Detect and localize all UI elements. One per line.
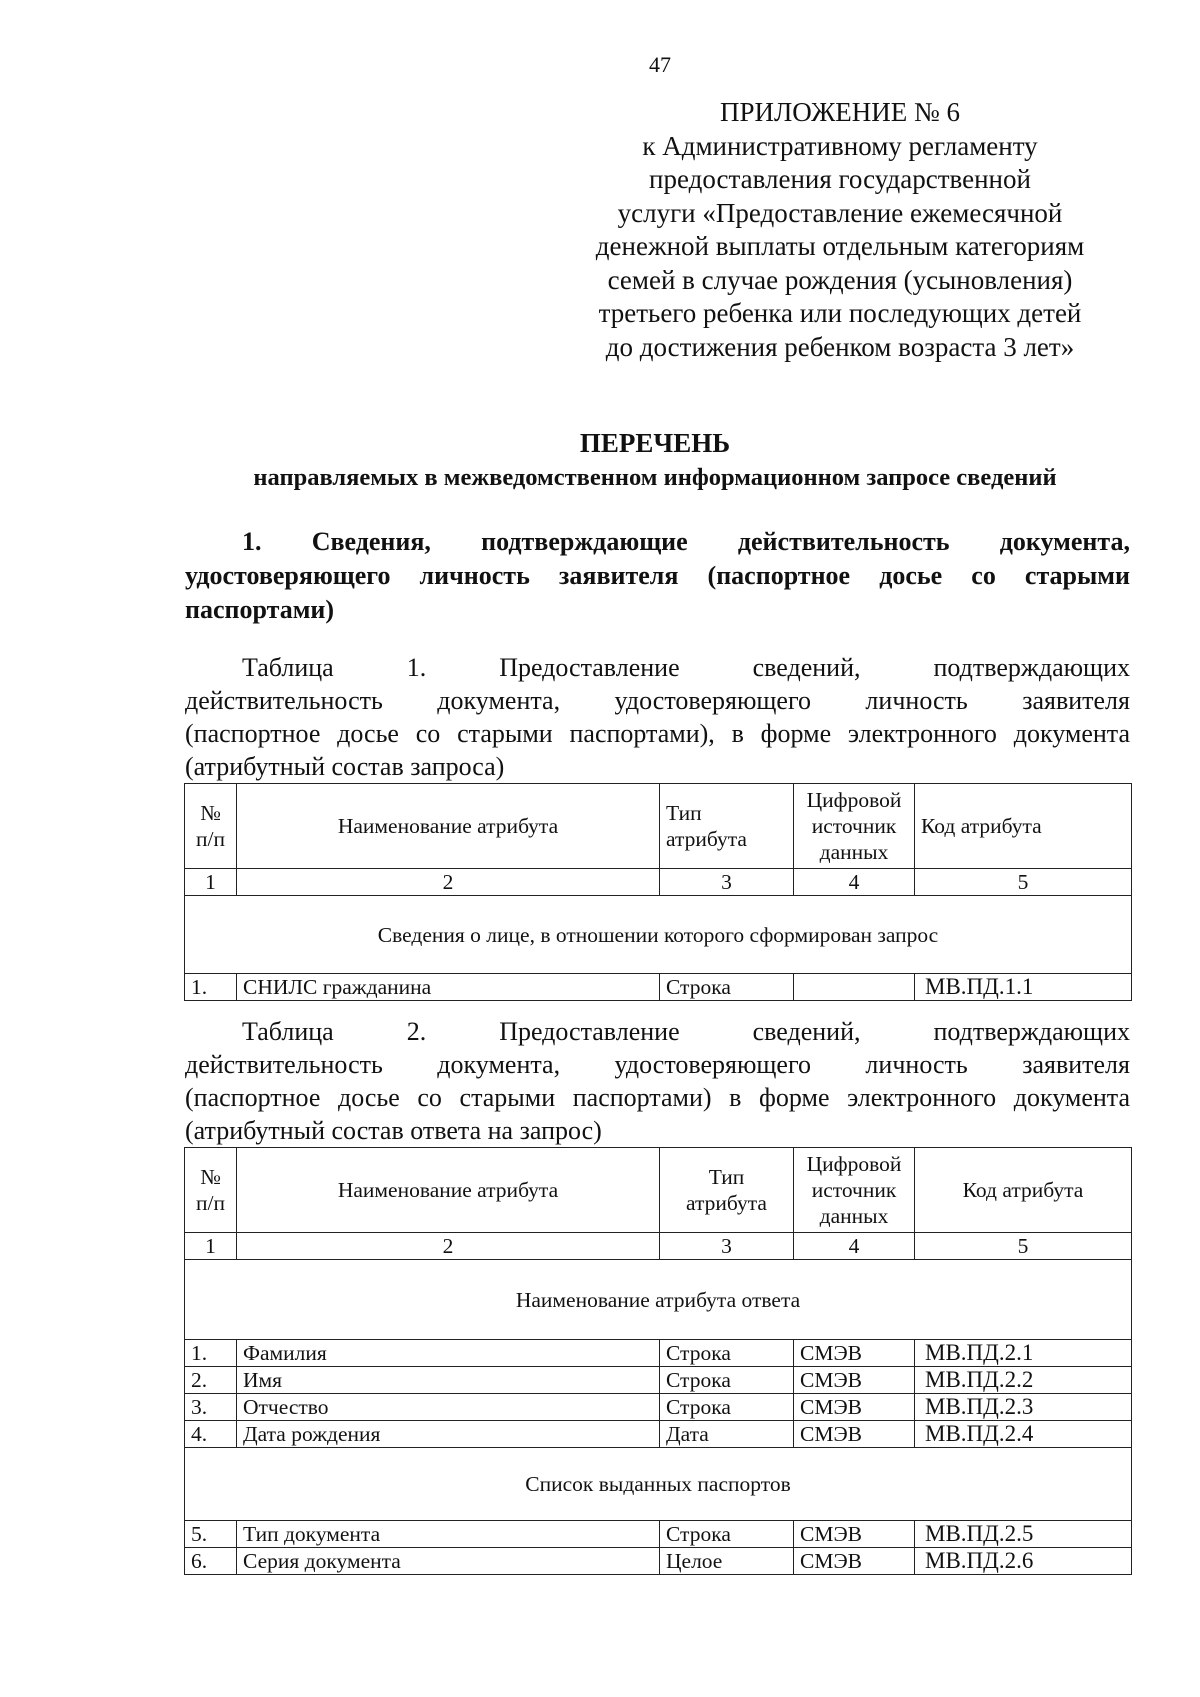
header-cell: Цифровой источник данных <box>794 784 915 869</box>
attribute-name: Фамилия <box>237 1340 660 1367</box>
column-number: 3 <box>660 1233 794 1260</box>
attribute-name: Отчество <box>237 1394 660 1421</box>
caption-line: действительность документа, удостоверяющего личность заявителя <box>185 1050 1130 1079</box>
attribute-type: Строка <box>660 1340 794 1367</box>
section-1-line: 1. Сведения, подтверждающие действительность документа, <box>242 527 1130 556</box>
appendix-line: услуги «Предоставление ежемесячной <box>617 197 1063 228</box>
section-1-line: удостоверяющего личность заявителя (паспортное досье со старыми <box>185 561 1130 590</box>
data-source: СМЭВ <box>794 1394 915 1421</box>
caption-line: действительность документа, удостоверяющего личность заявителя <box>185 686 1130 715</box>
attribute-code: МВ.ПД.2.6 <box>915 1548 1132 1575</box>
column-number: 1 <box>185 869 237 896</box>
header-cell: Код атрибута <box>915 1148 1132 1233</box>
table-2-caption <box>185 1015 1130 1147</box>
table-row <box>185 974 1132 1001</box>
row-number: 5. <box>185 1521 237 1548</box>
header-cell: Наименование атрибута <box>237 784 660 869</box>
appendix-header <box>560 96 1120 364</box>
caption-line: (паспортное досье со старыми паспортами) в форме электронного документа <box>185 1083 1130 1112</box>
table-header-row <box>185 784 1132 869</box>
header-cell: Тип атрибута <box>660 784 794 869</box>
appendix-line: предоставления государственной <box>649 164 1031 194</box>
table-2 <box>184 1147 1132 1575</box>
appendix-line: третьего ребенка или последующих детей <box>598 298 1082 328</box>
table-row <box>185 1421 1132 1448</box>
table-1 <box>184 783 1132 1001</box>
attribute-type: Строка <box>660 974 794 1001</box>
attribute-type: Строка <box>660 1394 794 1421</box>
header-cell: № п/п <box>185 784 237 869</box>
section-row <box>185 1448 1132 1521</box>
column-number: 4 <box>794 869 915 896</box>
appendix-line: до достижения ребенком возраста 3 лет» <box>605 331 1075 362</box>
attribute-type: Строка <box>660 1367 794 1394</box>
column-number: 2 <box>237 869 660 896</box>
attribute-name: Имя <box>237 1367 660 1394</box>
attribute-code: МВ.ПД.2.4 <box>915 1421 1132 1448</box>
row-number: 4. <box>185 1421 237 1448</box>
data-source <box>794 974 915 1001</box>
section-1-line: паспортами) <box>185 595 335 624</box>
caption-line: Таблица 1. Предоставление сведений, подтверждающих <box>242 653 1130 682</box>
section-title: Список выданных паспортов <box>185 1448 1132 1521</box>
column-number: 5 <box>915 1233 1132 1260</box>
data-source: СМЭВ <box>794 1421 915 1448</box>
table-row <box>185 1367 1132 1394</box>
attribute-name: Дата рождения <box>237 1421 660 1448</box>
header-cell: Наименование атрибута <box>237 1148 660 1233</box>
column-number: 1 <box>185 1233 237 1260</box>
attribute-type: Дата <box>660 1421 794 1448</box>
page-number: 47 <box>649 52 671 77</box>
header-cell: Код атрибута <box>915 784 1132 869</box>
appendix-line: к Административному регламенту <box>642 130 1038 161</box>
caption-line: (атрибутный состав запроса) <box>185 752 505 781</box>
row-number: 1. <box>185 1340 237 1367</box>
attribute-code: МВ.ПД.2.3 <box>915 1394 1132 1421</box>
caption-line: (атрибутный состав ответа на запрос) <box>185 1116 602 1145</box>
header-cell: Тип атрибута <box>660 1148 794 1233</box>
table-row <box>185 1548 1132 1575</box>
row-number: 1. <box>185 974 237 1001</box>
table-row <box>185 1340 1132 1367</box>
attribute-code: МВ.ПД.1.1 <box>915 974 1132 1001</box>
data-source: СМЭВ <box>794 1340 915 1367</box>
attribute-name: СНИЛС гражданина <box>237 974 660 1001</box>
column-number: 5 <box>915 869 1132 896</box>
table-row <box>185 1521 1132 1548</box>
appendix-line: денежной выплаты отдельным категориям <box>595 231 1085 261</box>
caption-line: Таблица 2. Предоставление сведений, подтверждающих <box>242 1017 1130 1046</box>
attribute-code: МВ.ПД.2.5 <box>915 1521 1132 1548</box>
data-source: СМЭВ <box>794 1548 915 1575</box>
attribute-name: Серия документа <box>237 1548 660 1575</box>
attribute-name: Тип документа <box>237 1521 660 1548</box>
column-number: 3 <box>660 869 794 896</box>
column-number-row <box>185 869 1132 896</box>
data-source: СМЭВ <box>794 1367 915 1394</box>
column-number-row <box>185 1233 1132 1260</box>
row-number: 3. <box>185 1394 237 1421</box>
document-subtitle: направляемых в межведомственном информационном запросе сведений <box>253 464 1057 491</box>
section-title: Сведения о лице, в отношении которого сформирован запрос <box>185 896 1132 974</box>
header-cell: Цифровой источник данных <box>794 1148 915 1233</box>
table-header-row <box>185 1148 1132 1233</box>
document-title: ПЕРЕЧЕНЬ <box>579 428 731 458</box>
appendix-line: семей в случае рождения (усыновления) <box>607 264 1073 295</box>
attribute-type: Строка <box>660 1521 794 1548</box>
attribute-code: МВ.ПД.2.2 <box>915 1367 1132 1394</box>
data-source: СМЭВ <box>794 1521 915 1548</box>
section-row <box>185 1260 1132 1340</box>
section-1-heading <box>185 525 1130 627</box>
column-number: 2 <box>237 1233 660 1260</box>
section-title: Наименование атрибута ответа <box>185 1260 1132 1340</box>
table-row <box>185 1394 1132 1421</box>
caption-line: (паспортное досье со старыми паспортами), в форме электронного документа <box>185 719 1130 748</box>
header-cell: № п/п <box>185 1148 237 1233</box>
attribute-type: Целое <box>660 1548 794 1575</box>
appendix-line: ПРИЛОЖЕНИЕ № 6 <box>719 97 961 127</box>
column-number: 4 <box>794 1233 915 1260</box>
row-number: 6. <box>185 1548 237 1575</box>
row-number: 2. <box>185 1367 237 1394</box>
section-row <box>185 896 1132 974</box>
attribute-code: МВ.ПД.2.1 <box>915 1340 1132 1367</box>
table-1-caption <box>185 651 1130 783</box>
